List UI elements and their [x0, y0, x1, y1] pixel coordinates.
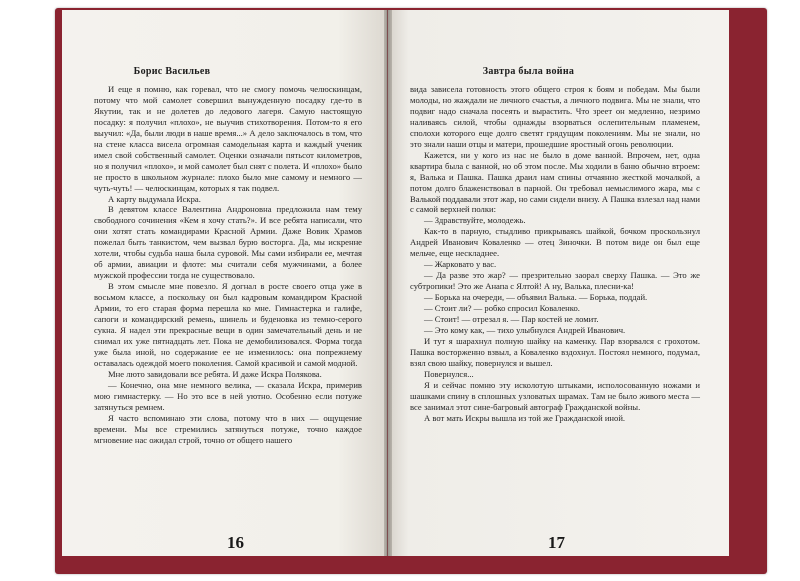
paragraph: вида зависела готовность этого общего строя к боям и победам. Мы были молоды, но жаждали не личного счастья, а личного подвига. Мы не знали, что подвиг надо сначала посеять и вырастить. Что зреет он медленно, незримо наливаясь силой, чтобы однажды взорваться ослепительным пламенем, сполохи которого еще долго светят грядущим поколениям. Мы не знали, но это знали наши отцы и матери, прошедшие яростный огонь революции.: [410, 84, 700, 149]
paragraph: Мне люто завидовали все ребята. И даже Искра Полякова.: [108, 368, 322, 379]
left-page-number: 16: [227, 533, 244, 552]
paragraph: И тут я шарахнул полную шайку на каменку. Пар взорвался с грохотом. Пашка восторженно взвыл, а Коваленко вздохнул. Постоял немного, подумал, взял свою шайку, повернулся и вышел.: [410, 335, 700, 368]
left-page: [62, 10, 387, 556]
right-page-text: [410, 84, 700, 424]
paragraph: — Борька на очереди, — объявил Валька. — Борька, поддай.: [424, 292, 648, 303]
paragraph: Кажется, ни у кого из нас не было в доме ванной. Впрочем, нет, одна квартира была с ванной, но об этом после. Мы ходили в баню обычно втроем: я, Валька и Пашка. Пашка драил нам спины отчаянно жесткой мочалкой, а потом долго блаженствовал в парной. Он требовал немыслимого жара, мы с Валькой поддавали этот жар, но сами сидели внизу. А Пашка взлезал над нами с самой верхней полки:: [410, 149, 700, 215]
right-page: [388, 10, 729, 556]
paragraph: — Здравствуйте, молодежь.: [424, 215, 526, 226]
book-spine-gutter: [384, 10, 392, 556]
paragraph: И еще я помню, как горевал, что не смогу помочь челюскинцам, потому что мой самолет совершил вынужденную посадку где-то в Якутии, так и не долетев до ледового лагеря. Самую настоящую посадку: я получил «плохо», не выучив стихотворения. Потом-то я его выучил: «Да, были люди в наше время...» А дело заключалось в том, что на стене класса висела огромная самодельная карта и каждый ученик имел свой собственный самолет. Оценки означали пятьсот километров, но я получил «плохо», и мой самолет был снят с полета. И «плохо» было не просто в школьном журнале: плохо было мне самому и немного — чуть-чуть! — челюскинцам, которых я так подвел.: [94, 84, 362, 193]
left-running-head: Борис Васильев: [133, 66, 211, 77]
paragraph: Повернулся...: [424, 368, 474, 379]
right-running-head: Завтра была война: [482, 66, 575, 77]
paragraph: — Стоит ли? — робко спросил Коваленко.: [424, 303, 580, 314]
paragraph: — Да разве это жар? — презрительно заорал сверху Пашка. — Это же субтропики! Это же Анапа с Ялтой! А ну, Валька, плесни-ка!: [410, 270, 700, 292]
paragraph: В этом смысле мне повезло. Я догнал в росте своего отца уже в восьмом классе, а поскольку он был кадровым командиром Красной Армии, то его старая форма перешла ко мне. Гимнастерка и галифе, сапоги и командирский ремень, шинель и буденовка из темно-серого сукна. Я надел эти прекрасные вещи в один замечательный день и не снимал их уже пятнадцать лет. Пока не демобилизовался. Форма тогда уже была иной, но содержание ее не изменилось: она попрежнему оставалась одеждой моего поколения. Самой красивой и самой модной.: [94, 281, 362, 368]
paragraph: В девятом классе Валентина Андроновна предложила нам тему свободного сочинения «Кем я хочу стать?». И все ребята написали, что они хотят стать командирами Красной Армии. Даже Вовик Храмов пожелал быть танкистом, чем вызвал бурю восторга. Да, мы искренне хотели, чтобы судьба наша была суровой. Мы сами избирали ее, мечтая об армии, авиации и флоте: мы считали себя мужчинами, а более мужской профессии тогда не существовало.: [94, 204, 362, 281]
paragraph: — Стоит! — отрезал я. — Пар костей не ломит.: [424, 314, 599, 325]
paragraph: — Конечно, она мне немного велика, — сказала Искра, примерив мою гимнастерку. — Но это все в ней уютно. Особенно если потуже затянуться ремнем.: [94, 379, 362, 412]
paragraph: Как-то в парную, стыдливо прикрываясь шайкой, бочком проскользнул Андрей Иванович Коваленко — отец Зиночки. В потом виде он был еще мельче, еще нескладнее.: [410, 226, 700, 259]
paragraph: Я и сейчас помню эту исколотую штыками, исполосованную ножами и шашками спину в сплошных узловатых шрамах. Там не было живого места — все занимал этот сине-багровый автограф Гражданской войны.: [410, 379, 700, 412]
paragraph: — Жарковато у вас.: [424, 259, 497, 270]
paragraph: А вот мать Искры вышла из той же Гражданской иной.: [424, 412, 626, 423]
left-page-text: [94, 84, 362, 445]
paragraph: — Это кому как, — тихо улыбнулся Андрей Иванович.: [424, 324, 626, 335]
right-page-number: 17: [548, 533, 565, 552]
paragraph: А карту выдумала Искра.: [108, 193, 201, 204]
paragraph: Я часто вспоминаю эти слова, потому что в них — ощущение времени. Мы все стремились затянуться потуже, точно каждое мгновение нас ожидал строй, точно от общего нашего: [94, 412, 362, 445]
